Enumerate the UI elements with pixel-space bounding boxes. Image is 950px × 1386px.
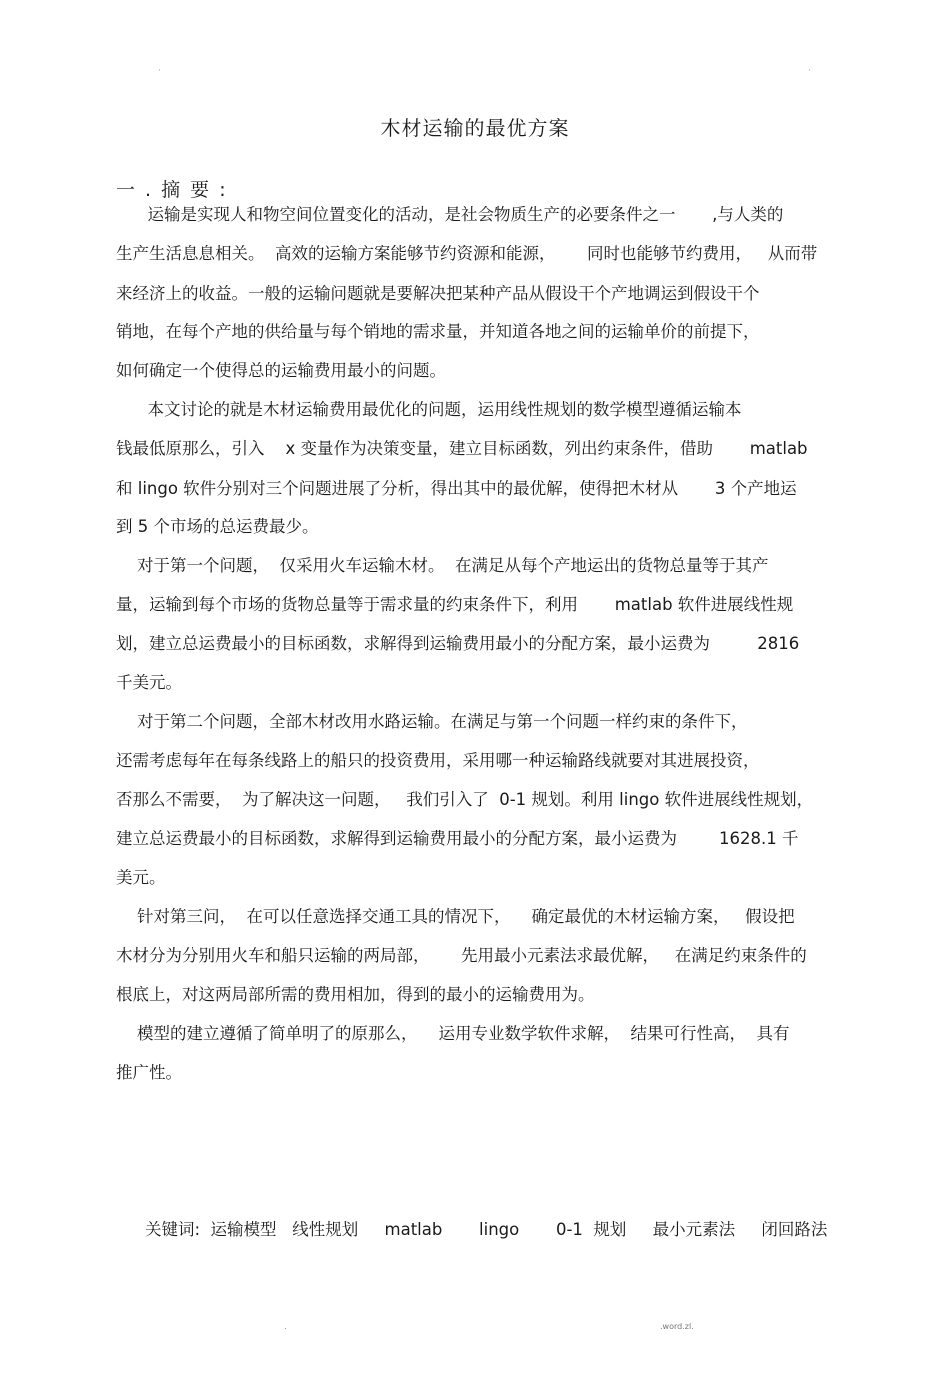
text-line-16: 否那么不需要， 为了解决这一问题， 我们引入了 0-1 规划。利用 lingo 软件进展线性规划， xyxy=(116,790,814,809)
text-line-4: 销地，在每个产地的供给量与每个销地的需求量，并知道各地之间的运输单价的前提下， xyxy=(116,322,760,341)
text-line-7: 钱最低原那么，引入 x 变量作为决策变量，建立目标函数，列出约束条件，借助 matlab xyxy=(116,439,808,458)
corner-dot-right: · xyxy=(808,66,811,76)
text-line-1: 运输是实现人和物空间位置变化的活动，是社会物质生产的必要条件之一 ,与人类的 xyxy=(116,205,784,224)
section-heading: 一 . 摘 要 : xyxy=(116,179,228,201)
text-line-11: 量，运输到每个市场的货物总量等于需求量的约束条件下，利用 matlab 软件进展线性规 xyxy=(116,595,794,614)
text-line-12: 划，建立总运费最小的目标函数，求解得到运输费用最小的分配方案，最小运费为 2816 xyxy=(116,634,800,653)
text-line-3: 来经济上的收益。一般的运输问题就是要解决把某种产品从假设干个产地调运到假设干个 xyxy=(116,284,760,303)
text-line-10: 对于第一个问题， 仅采用火车运输木材。 在满足从每个产地运出的货物总量等于其产 xyxy=(116,556,769,575)
text-line-6: 本文讨论的就是木材运输费用最优化的问题，运用线性规划的数学模型遵循运输本 xyxy=(116,400,742,419)
text-line-2: 生产生活息息相关。 高效的运输方案能够节约资源和能源， 同时也能够节约费用， 从而带 xyxy=(116,244,818,263)
text-line-19: 针对第三问， 在可以任意选择交通工具的情况下， 确定最优的木材运输方案， 假设把 xyxy=(116,907,795,926)
footer-dot: . xyxy=(284,1322,287,1332)
keywords-line: 关键词: 运输模型 线性规划 matlab lingo 0-1 规划 最小元素法 闭回路法 xyxy=(145,1220,828,1239)
text-line-9: 到 5 个市场的总运费最少。 xyxy=(116,517,319,536)
text-line-14: 对于第二个问题，全部木材改用水路运输。在满足与第一个问题一样约束的条件下， xyxy=(116,712,748,731)
text-line-21: 根底上，对这两局部所需的费用相加，得到的最小的运输费用为。 xyxy=(116,985,595,1004)
text-line-22: 模型的建立遵循了简单明了的原那么， 运用专业数学软件求解， 结果可行性高， 具有 xyxy=(116,1024,790,1043)
corner-dot-left: · xyxy=(158,66,161,76)
text-line-5: 如何确定一个使得总的运输费用最小的问题。 xyxy=(116,361,446,380)
text-line-18: 美元。 xyxy=(116,868,166,887)
document-title: 木材运输的最优方案 xyxy=(380,116,570,140)
text-line-23: 推广性。 xyxy=(116,1063,182,1082)
text-line-13: 千美元。 xyxy=(116,673,182,692)
footer-watermark: .word.zl. xyxy=(660,1322,694,1331)
text-line-8: 和 lingo 软件分别对三个问题进展了分析，得出其中的最优解，使得把木材从 3 个产地运 xyxy=(116,479,797,498)
text-line-17: 建立总运费最小的目标函数，求解得到运输费用最小的分配方案，最小运费为 1628.1 千 xyxy=(116,829,799,848)
text-line-15: 还需考虑每年在每条线路上的船只的投资费用，采用哪一种运输路线就要对其进展投资， xyxy=(116,751,760,770)
text-line-20: 木材分为分别用火车和船只运输的两局部， 先用最小元素法求最优解， 在满足约束条件的 xyxy=(116,946,807,965)
